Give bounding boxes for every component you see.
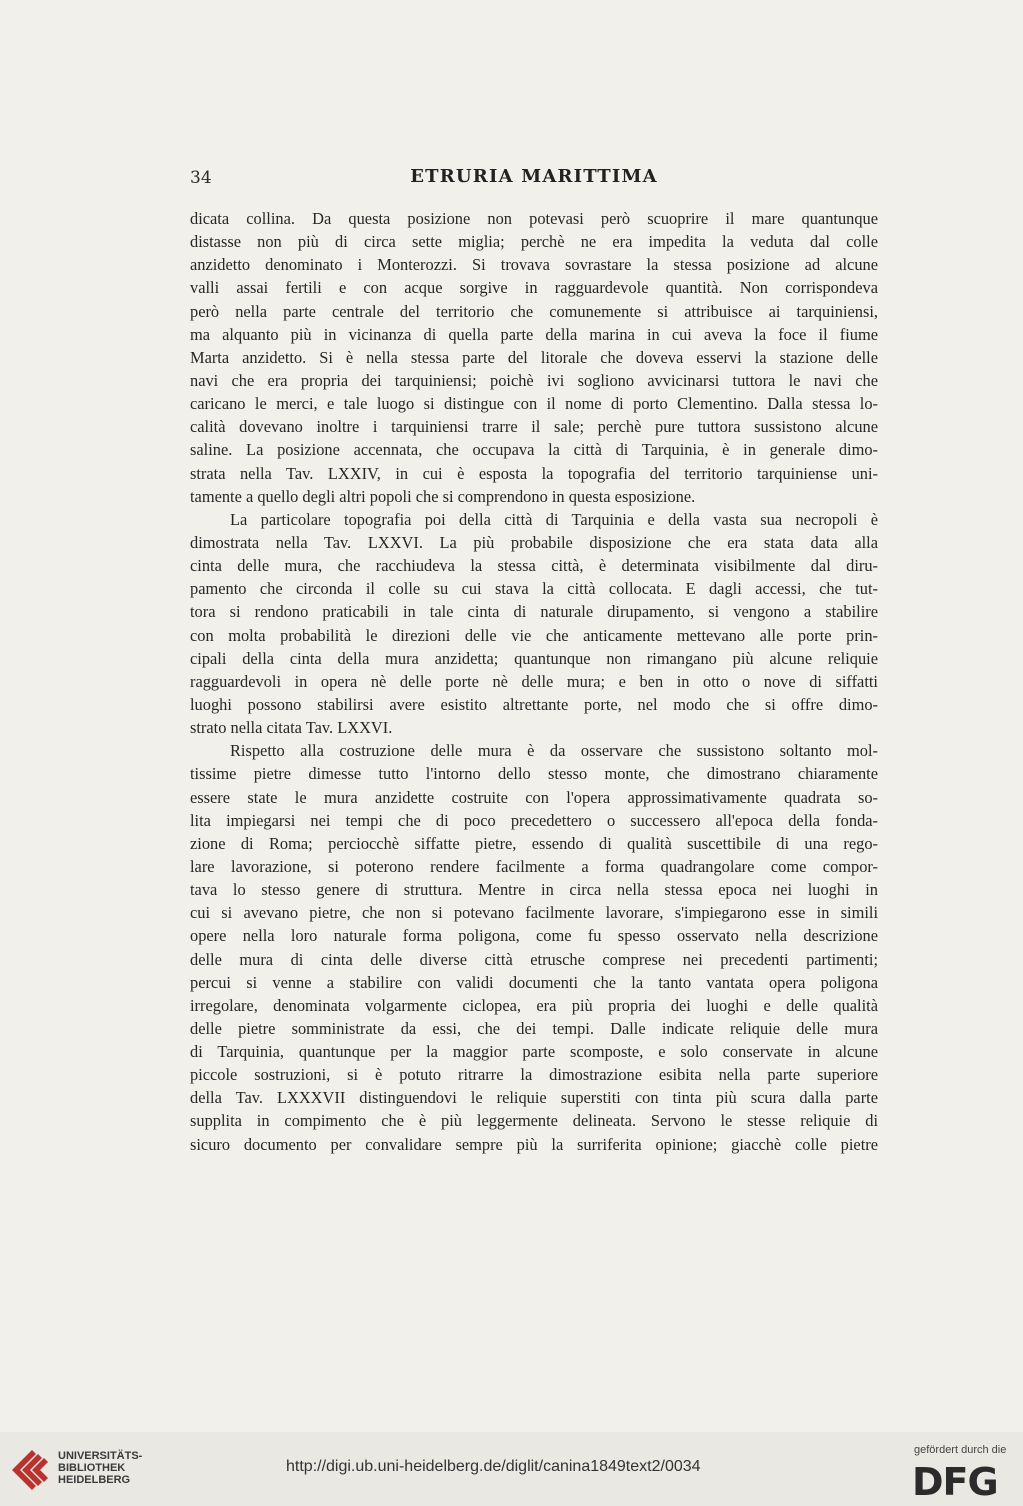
library-name-line: UNIVERSITÄTS-	[58, 1450, 143, 1462]
text-line: ma alquanto più in vicinanza di quella parte della marina in cui aveva la foce il fiume	[190, 324, 878, 344]
text-line: supplita in compimento che è più leggermente delineata. Servono le stesse reliquie di	[190, 1111, 878, 1131]
text-line: strata nella Tav. LXXIV, in cui è esposta la topografia del territorio tarquiniense uni-	[190, 463, 878, 483]
text-line: dicata collina. Da questa posizione non potevasi però scuoprire il mare quantunque	[190, 209, 878, 228]
text-line: cui si avevano pietre, che non si potevano facilmente lavorare, s'impiegarono esse in simili	[190, 903, 878, 923]
library-logo-icon	[10, 1448, 54, 1492]
text-line: Marta anzidetto. Si è nella stessa parte del litorale che doveva esservi la stazione delle	[190, 347, 878, 367]
running-title: ETRURIA MARITTIMA	[410, 166, 658, 187]
text-line: delle mura di cinta delle diverse città etrusche comprese nei precedenti partimenti;	[190, 949, 878, 969]
text-line: cipali della cinta della mura anzidetta; quantunque non rimangano più alcune reliquie	[190, 648, 878, 668]
text-line: caricano le merci, e tale luogo si distingue con il nome di porto Clementino. Dalla stessa lo-	[190, 394, 878, 414]
text-line: ragguardevoli in opera nè delle porte nè delle mura; e ben in otto o nove di siffatti	[190, 671, 878, 691]
viewer-footer	[0, 1432, 1023, 1506]
text-line: però nella parte centrale del territorio che comunemente si attribuisce ai tarquiniensi,	[190, 301, 878, 321]
text-line: essere state le mura anzidette costruite con l'opera approssimativamente quadrata so-	[190, 787, 878, 807]
library-name-line: BIBLIOTHEK	[58, 1462, 126, 1474]
text-line: della Tav. LXXXVII distinguendovi le reliquie superstiti con tinta più scura dalla parte	[190, 1088, 878, 1108]
text-line: tava lo stesso genere di struttura. Mentre in circa nella stessa epoca nei luoghi in	[190, 880, 878, 900]
page-number: 34	[190, 168, 212, 188]
text-line: pamento che circonda il colle su cui stava la città collocata. E dagli accessi, che tut-	[190, 579, 878, 599]
dfg-logo: DFG	[912, 1460, 998, 1504]
text-line: luoghi possono stabilirsi avere esistito altrettante porte, nel modo che si offre dimo-	[190, 694, 878, 714]
text-line: valli assai fertili e con acque sorgive in ragguardevole quantità. Non corrispondeva	[190, 278, 878, 298]
text-line: anzidetto denominato i Monterozzi. Si trovava sovrastare la stessa posizione ad alcune	[190, 255, 878, 275]
library-name	[58, 1450, 142, 1486]
text-line: cinta delle mura, che racchiudeva la stessa città, è determinata visibilmente dal diru-	[190, 556, 878, 576]
page-header	[190, 166, 878, 192]
text-line: calità dovevano inoltre i tarquiniensi trarre il sale; perchè pure tuttora sussistono alcune	[190, 417, 878, 437]
body-text	[190, 207, 878, 1156]
text-line: irregolare, denominata volgarmente ciclopea, era più propria dei luoghi e delle qualità	[190, 995, 878, 1015]
text-line: con molta probabilità le direzioni delle vie che anticamente mettevano alle porte prin-	[190, 625, 878, 645]
text-line: Rispetto alla costruzione delle mura è da osservare che sussistono soltanto mol-	[230, 741, 878, 761]
text-line: tora si rendono praticabili in tale cinta di naturale dirupamento, si vengono a stabilire	[190, 602, 878, 622]
permalink-url[interactable]: http://digi.ub.uni-heidelberg.de/diglit/canina1849text2/0034	[286, 1458, 701, 1475]
text-line: di Tarquinia, quantunque per la maggior parte scomposte, e solo conservate in alcune	[190, 1042, 878, 1062]
library-name-line: HEIDELBERG	[58, 1474, 131, 1486]
text-line: opere nella loro naturale forma poligona, come fu spesso osservato nella descrizione	[190, 926, 878, 946]
text-line: tamente a quello degli altri popoli che si comprendono in questa esposizione.	[190, 486, 696, 506]
text-line: tissime pietre dimesse tutto l'intorno dello stesso monte, che dimostrano chiaramente	[190, 764, 878, 784]
text-line: saline. La posizione accennata, che occupava la città di Tarquinia, è in generale dimo-	[190, 440, 878, 460]
text-line: lita impiegarsi nei tempi che di poco precedettero o successero all'epoca della fonda-	[190, 810, 878, 830]
text-line: navi che era propria dei tarquiniensi; poichè ivi sogliono avvicinarsi tuttora le navi che	[190, 370, 878, 390]
text-line: dimostrata nella Tav. LXXVI. La più probabile disposizione che era stata data alla	[190, 532, 878, 552]
text-line: La particolare topografia poi della città di Tarquinia e della vasta sua necropoli è	[230, 509, 878, 529]
text-line: lare lavorazione, si poterono rendere facilmente a forma quadrangolare come compor-	[190, 856, 878, 876]
text-line: piccole sostruzioni, si è potuto ritrarre la dimostrazione esibita nella parte superiore	[190, 1065, 878, 1085]
funding-note: gefördert durch die	[914, 1444, 1007, 1456]
text-line: zione di Roma; perciocchè siffatte pietre, essendo di qualità suscettibile di una rego-	[190, 833, 878, 853]
text-line: percui si venne a stabilire con validi documenti che la tanto vantata opera poligona	[190, 972, 878, 992]
text-line: distasse non più di circa sette miglia; perchè ne era impedita la veduta dal colle	[190, 232, 878, 252]
text-line: delle pietre somministrate da essi, che dei tempi. Dalle indicate reliquie delle mura	[190, 1018, 878, 1038]
text-line: sicuro documento per convalidare sempre più la surriferita opinione; giacchè colle pietre	[190, 1134, 878, 1154]
text-line: strato nella citata Tav. LXXVI.	[190, 718, 393, 738]
